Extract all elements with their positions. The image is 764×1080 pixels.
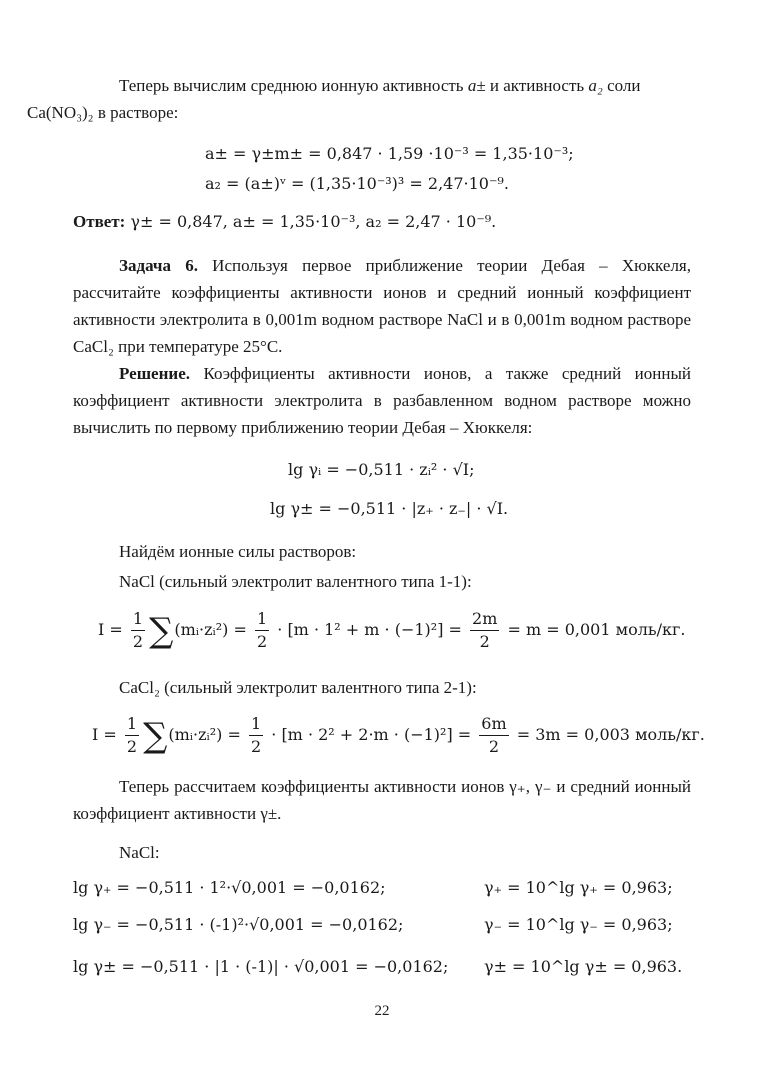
nacl-row-right: γ₊ = 10^lg γ₊ = 0,963;: [484, 878, 673, 897]
ionic-lhs: I =: [92, 725, 117, 744]
symbol-a2: a₂: [588, 76, 603, 95]
equation-dh-mean: lg γ± = −0,511 · |z₊ · z₋| · √I.: [270, 499, 509, 518]
nacl-row-left: lg γ₊ = −0,511 · 1²·√0,001 = −0,0162;: [73, 878, 386, 897]
symbol-a-pm: a±: [467, 76, 486, 95]
answer-line: [73, 209, 496, 235]
fraction-den: 2: [126, 737, 138, 756]
ionic-result: = 3m = 0,003 моль/кг.: [516, 725, 705, 744]
answer-label: Ответ:: [73, 212, 126, 231]
ionic-term: (mᵢ·zᵢ²) =: [174, 620, 247, 639]
equation-activity-mean: a± = γ±m± = 0,847 · 1,59 ·10⁻³ = 1,35·10⁻³;: [205, 144, 574, 163]
fraction-half: [125, 713, 139, 758]
nacl-row-right: γ₋ = 10^lg γ₋ = 0,963;: [484, 915, 673, 934]
equation-activity-salt: a₂ = (a±)ᵛ = (1,35·10⁻³)³ = 2,47·10⁻⁹.: [205, 174, 509, 193]
fraction-half: [131, 608, 145, 653]
fraction-den: 2: [132, 632, 144, 651]
page-number: 22: [374, 1003, 390, 1019]
sum-symbol: ∑: [143, 715, 168, 756]
ionic-heading: Найдём ионные силы растворов:: [119, 542, 357, 561]
ionic-lhs: I =: [98, 620, 123, 639]
fraction-den: 2: [479, 632, 490, 651]
nacl-row-left: lg γ₋ = −0,511 · (-1)²·√0,001 = −0,0162;: [73, 915, 404, 934]
fraction-result: [470, 608, 499, 653]
calc-intro-paragraph: Теперь рассчитаем коэффициенты активности ионов γ₊, γ₋ и средний ионный коэффициент активности γ±.: [73, 777, 691, 823]
sum-symbol: ∑: [149, 610, 174, 651]
fraction-den: 2: [250, 737, 262, 756]
ionic-term: (mᵢ·zᵢ²) =: [168, 725, 241, 744]
fraction-num: 2m: [470, 608, 499, 631]
answer-text: γ± = 0,847, a± = 1,35·10⁻³, a₂ = 2,47 · 10⁻⁹.: [125, 212, 497, 231]
fraction-den: 2: [488, 737, 500, 756]
equation-ionic-strength-cacl2: [92, 713, 705, 758]
ionic-rest: · [m · 2² + 2·m · (−1)²] =: [271, 725, 472, 744]
fraction-num: 1: [255, 608, 269, 631]
equation-dh-ion: lg γᵢ = −0,511 · zᵢ² · √I;: [288, 460, 475, 479]
fraction-num: 6m: [479, 713, 508, 736]
solution-text: Коэффициенты активности ионов, а также средний ионный коэффициент активности электролита в разбавленном водном растворе можно вычислить по первому приближению теории Дебая – Хюккеля:: [73, 364, 691, 437]
intro-line-2: Ca(NO₃)₂ в растворе:: [27, 103, 179, 122]
problem-text: Используя первое приближение теории Дебая – Хюккеля, рассчитайте коэффициенты активности ионов и средний ионный коэффициент активности электролита в 0,001m водном растворе NaCl и в 0,001m водном растворе CaCl₂ при температуре 25°C.: [73, 256, 691, 356]
fraction-half: [249, 713, 263, 758]
intro-text-1: Теперь вычислим среднюю ионную активность: [119, 76, 468, 95]
fraction-num: 1: [131, 608, 145, 631]
problem-paragraph: [73, 252, 691, 360]
solution-label: Решение.: [119, 364, 190, 383]
problem-label: Задача 6.: [119, 256, 198, 275]
nacl-row-right: γ± = 10^lg γ± = 0,963.: [484, 957, 683, 976]
fraction-half: [255, 608, 269, 653]
equation-ionic-strength-nacl: [98, 608, 685, 653]
fraction-num: 1: [125, 713, 139, 736]
fraction-den: 2: [256, 632, 268, 651]
fraction-num: 1: [249, 713, 263, 736]
intro-text-3: соли: [602, 76, 641, 95]
ionic-rest: · [m · 1² + m · (−1)²] =: [277, 620, 462, 639]
cacl2-description: CaCl₂ (сильный электролит валентного типа 2-1):: [119, 678, 477, 697]
intro-paragraph: [27, 72, 691, 126]
nacl-label: NaCl:: [119, 843, 160, 862]
fraction-result: [479, 713, 508, 758]
ionic-result: = m = 0,001 моль/кг.: [507, 620, 686, 639]
nacl-description: NaCl (сильный электролит валентного типа 1-1):: [119, 572, 472, 591]
solution-paragraph: [73, 360, 691, 441]
intro-text-2: и активность: [485, 76, 589, 95]
nacl-row-left: lg γ± = −0,511 · |1 · (-1)| · √0,001 = −0,0162;: [73, 957, 449, 976]
